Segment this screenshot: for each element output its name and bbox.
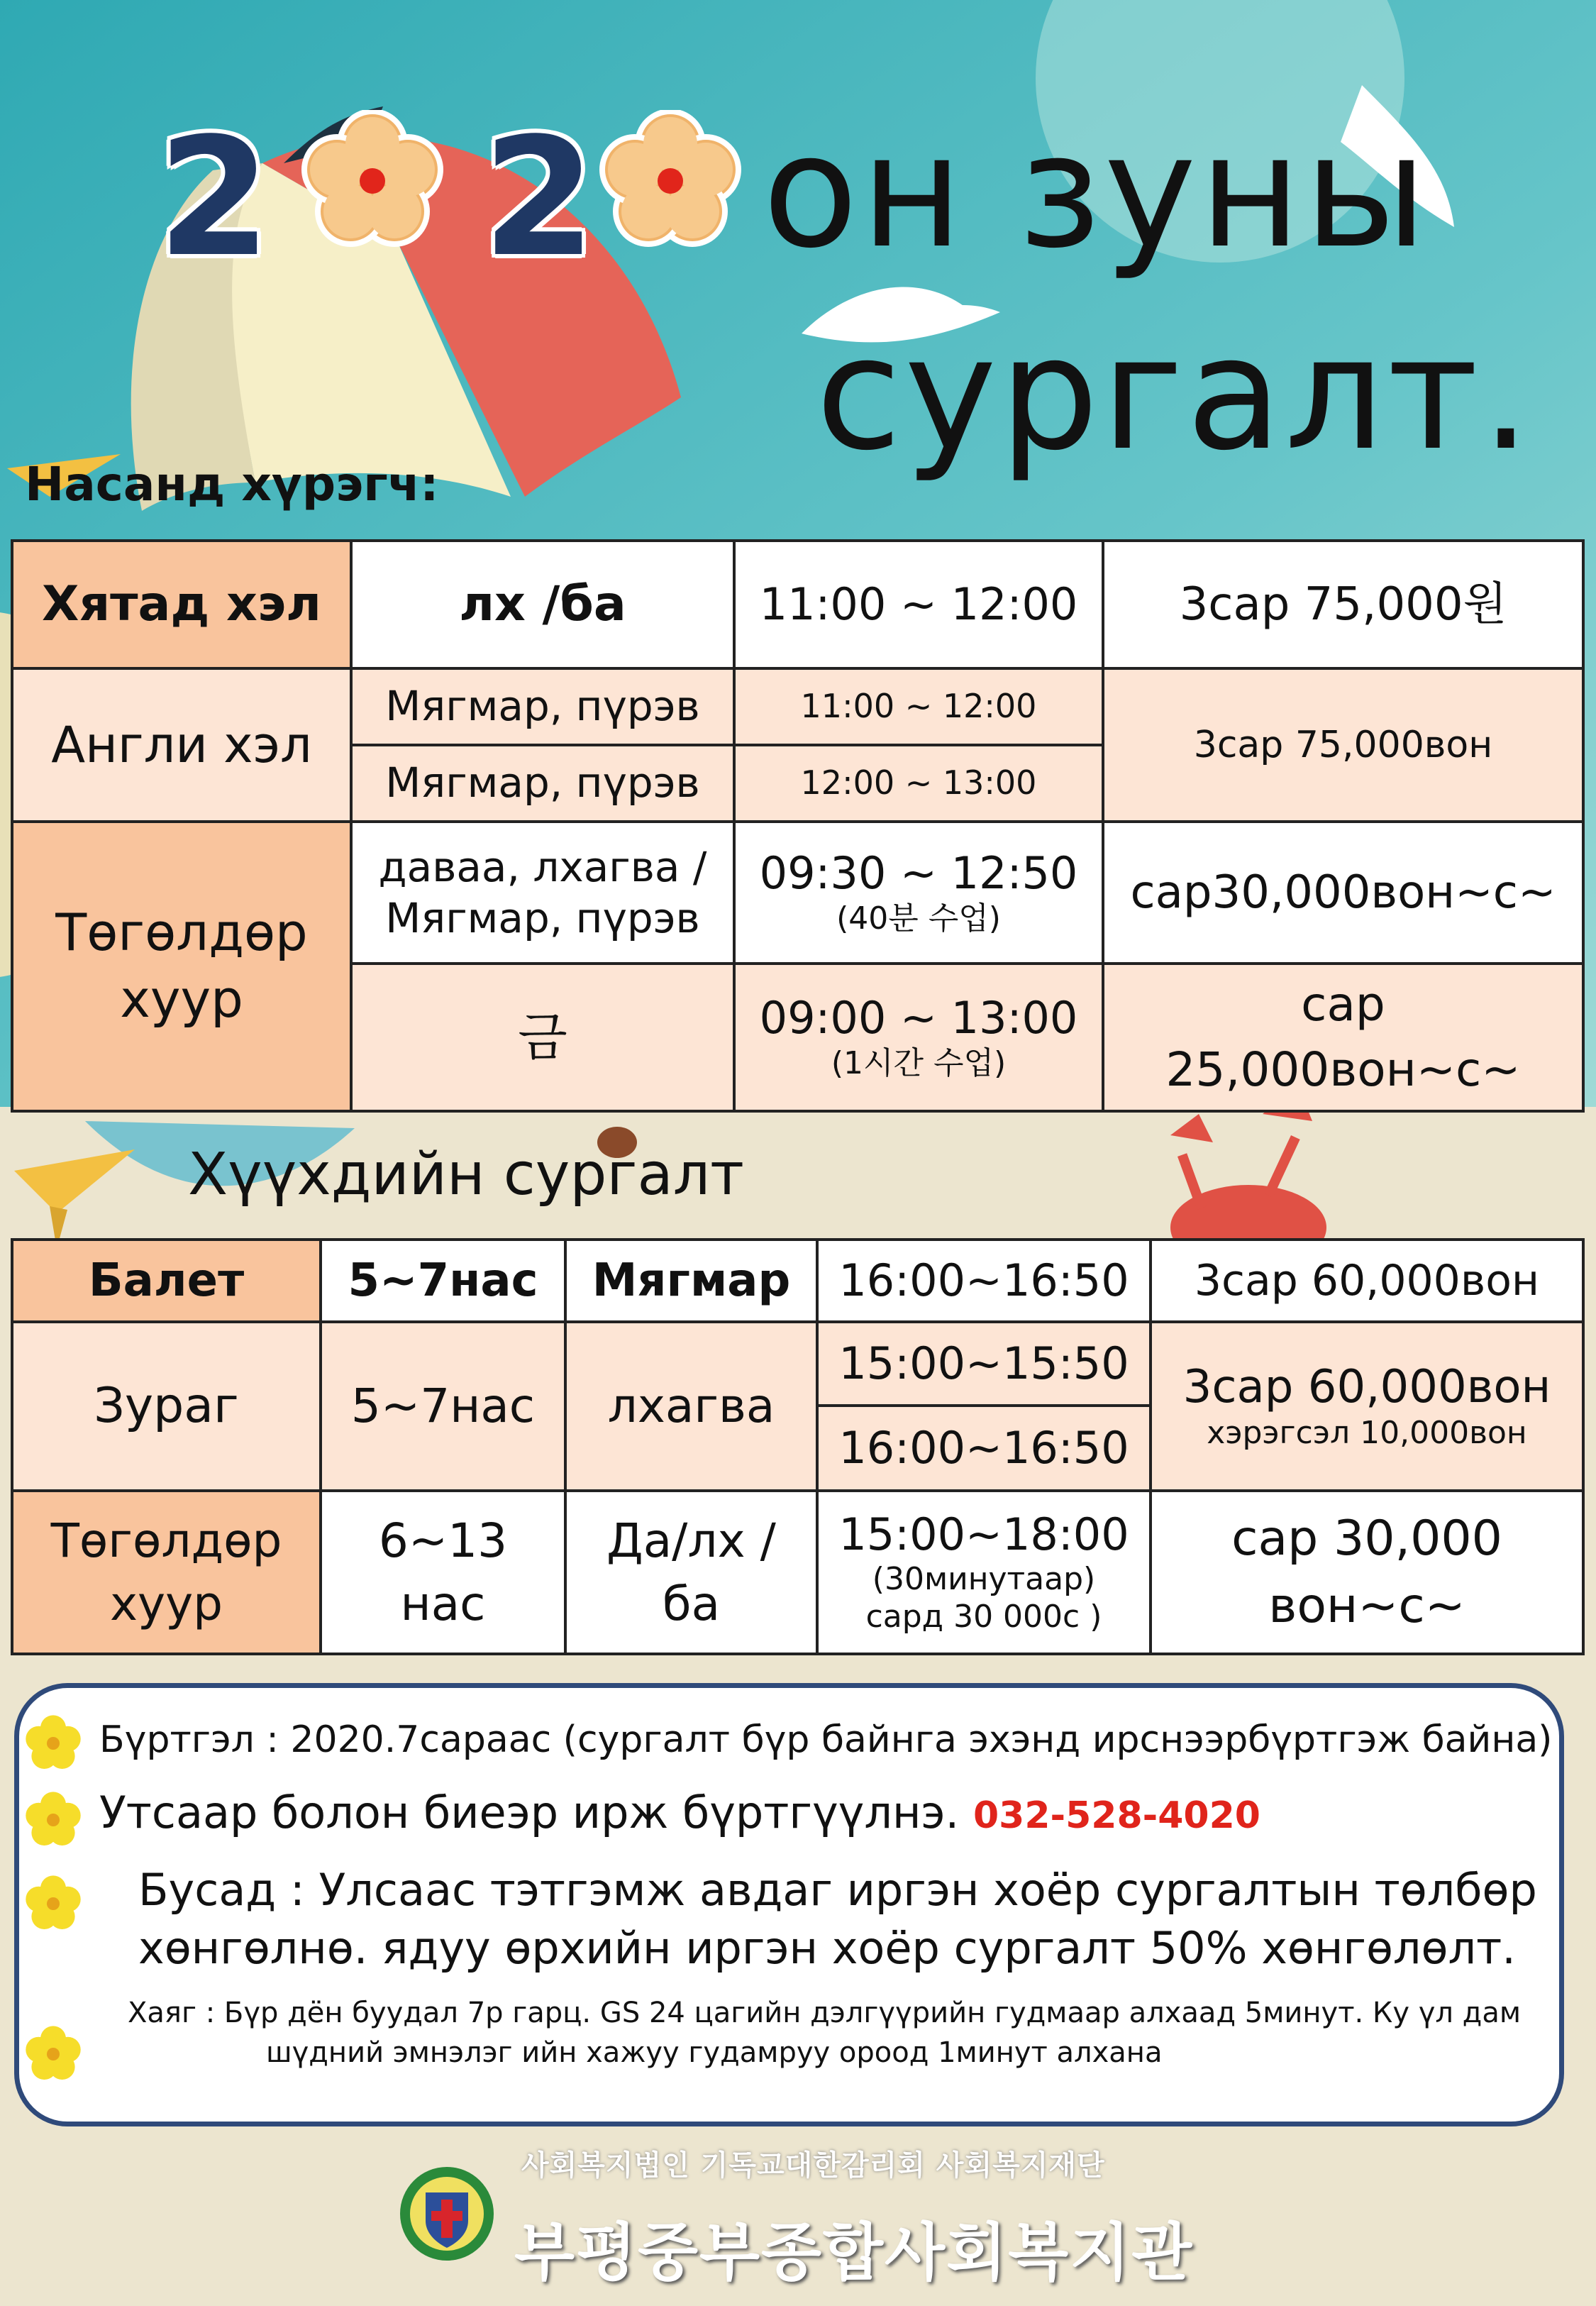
fee-note: хэрэгсэл 10,000вон bbox=[1207, 1415, 1527, 1451]
subject-cell: Хятад хэл bbox=[12, 541, 351, 668]
fee-cell: сар 25,000вон~с~ bbox=[1103, 964, 1583, 1111]
title-digit-second: 2 bbox=[482, 104, 597, 293]
flower-zero-icon bbox=[301, 110, 443, 252]
other-text-1: Бусад : Улсаас тэтгэмж авдаг иргэн хоёр сургалтын төлбөр bbox=[138, 1864, 1537, 1916]
time-cell: 11:00 ~ 12:00 bbox=[734, 668, 1103, 745]
time-note: (40분 수업) bbox=[836, 900, 1001, 937]
time-cell: 11:00 ~ 12:00 bbox=[734, 541, 1103, 668]
age-cell: 5~7нас bbox=[321, 1322, 565, 1491]
flower-bullet-icon bbox=[21, 1788, 85, 1852]
phone-number[interactable]: 032-528-4020 bbox=[972, 1794, 1260, 1837]
time-cell bbox=[734, 964, 1103, 1111]
title-digit-first: 2 bbox=[157, 104, 272, 293]
kids-schedule-table bbox=[11, 1238, 1585, 1655]
organization-subtitle: 사회복지법인 기독교대한감리회 사회복지재단 bbox=[521, 2149, 1105, 2182]
time-note: (30минутаар) сард 30 000с ) bbox=[865, 1561, 1102, 1635]
fee-cell: сар 30,000 вон~с~ bbox=[1151, 1491, 1583, 1654]
table-row bbox=[12, 1491, 1583, 1654]
address-text-1: Хаяг : Бүр дён буудал 7р гарц. GS 24 цагийн дэлгүүрийн гудмаар алхаад 5минут. Ку үл дам bbox=[128, 1997, 1522, 2029]
time-range: 09:00 ~ 13:00 bbox=[759, 992, 1078, 1044]
flower-bullet-icon bbox=[21, 1872, 85, 1936]
days-cell: даваа, лхагва / Мягмар, пүрэв bbox=[351, 822, 734, 964]
time-cell: 15:00~15:50 bbox=[817, 1322, 1151, 1406]
adult-schedule-table bbox=[11, 539, 1585, 1113]
other-text-2: хөнгөлнө. ядуу өрхийн иргэн хоёр сургалт 50% хөнгөлөлт. bbox=[138, 1922, 1516, 1974]
fee-cell: 3сар 75,000원 bbox=[1103, 541, 1583, 668]
time-range: 09:30 ~ 12:50 bbox=[759, 847, 1078, 900]
time-note: (1시간 수업) bbox=[831, 1044, 1007, 1081]
subject-cell: Зураг bbox=[12, 1322, 321, 1491]
table-row bbox=[12, 1240, 1583, 1322]
days-cell: Мягмар, пүрэв bbox=[351, 668, 734, 745]
flower-bullet-icon bbox=[21, 1711, 85, 1775]
kids-section-label: Хүүхдийн сургалт bbox=[188, 1141, 744, 1208]
day-cell: Да/лх /ба bbox=[565, 1491, 817, 1654]
day-cell: лхагва bbox=[565, 1322, 817, 1491]
flower-bullet-icon bbox=[21, 2022, 85, 2086]
time-cell bbox=[817, 1491, 1151, 1654]
subject-cell: Англи хэл bbox=[12, 668, 351, 822]
subject-cell: Төгөлдөр хуур bbox=[12, 1491, 321, 1654]
table-row bbox=[12, 541, 1583, 668]
adult-section-label: Насанд хүрэгч: bbox=[25, 457, 439, 512]
time-range: 15:00~18:00 bbox=[838, 1508, 1129, 1560]
title-line-1: он зуны bbox=[763, 101, 1431, 282]
flower-zero-icon bbox=[599, 110, 741, 252]
organization-name: 부평중부종합사회복지관 bbox=[514, 2216, 1194, 2289]
time-cell: 16:00~16:50 bbox=[817, 1406, 1151, 1491]
fee-cell: сар30,000вон~с~ bbox=[1103, 822, 1583, 964]
fee-cell bbox=[1151, 1322, 1583, 1491]
address-text-2: шүдний эмнэлэг ийн хажуу гудамруу ороод 1минут алхана bbox=[266, 2036, 1163, 2069]
table-row bbox=[12, 822, 1583, 964]
registration-text: Бүртгэл : 2020.7сараас (сургалт бүр байнга эхэнд ирснээрбүртгэж байна) bbox=[99, 1719, 1553, 1761]
time-cell bbox=[734, 822, 1103, 964]
days-cell: 금 bbox=[351, 964, 734, 1111]
phone-registration-text: Утсаар болон биеэр ирж бүртгүүлнэ. bbox=[99, 1787, 960, 1838]
fee-cell: 3сар 75,000вон bbox=[1103, 668, 1583, 822]
days-cell: лх /ба bbox=[351, 541, 734, 668]
fee-amount: 3сар 60,000вон bbox=[1182, 1361, 1551, 1414]
time-cell: 16:00~16:50 bbox=[817, 1240, 1151, 1322]
age-cell: 6~13 нас bbox=[321, 1491, 565, 1654]
phone-registration-line bbox=[99, 1785, 1260, 1841]
table-row bbox=[12, 668, 1583, 745]
title-line-2: сургалт. bbox=[816, 303, 1534, 485]
subject-cell: Төгөлдөр хуур bbox=[12, 822, 351, 1111]
table-row bbox=[12, 1322, 1583, 1406]
organization-logo-icon bbox=[397, 2164, 497, 2263]
time-cell: 12:00 ~ 13:00 bbox=[734, 745, 1103, 822]
age-cell: 5~7нас bbox=[321, 1240, 565, 1322]
day-cell: Мягмар bbox=[565, 1240, 817, 1322]
days-cell: Мягмар, пүрэв bbox=[351, 745, 734, 822]
subject-cell: Балет bbox=[12, 1240, 321, 1322]
fee-cell: 3сар 60,000вон bbox=[1151, 1240, 1583, 1322]
